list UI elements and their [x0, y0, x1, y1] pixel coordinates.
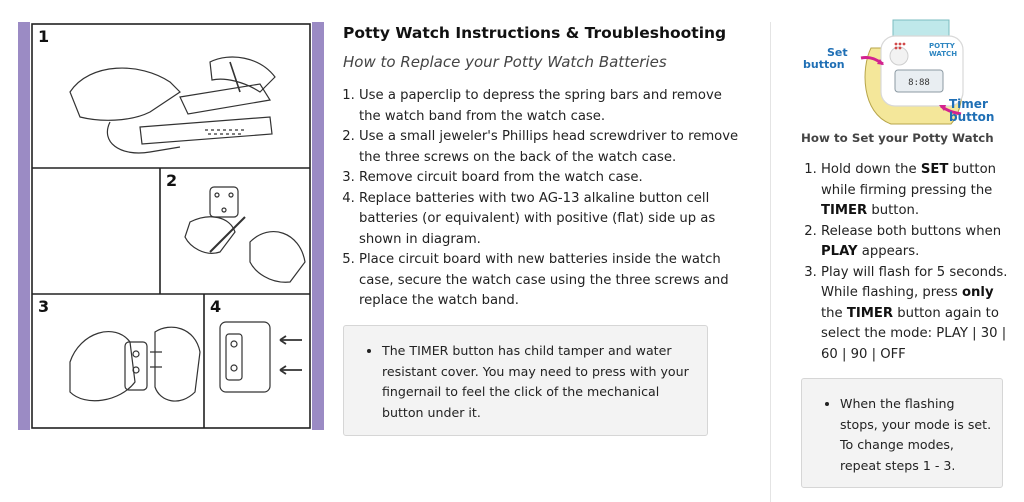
- panel-number-3: 3: [38, 297, 50, 316]
- timer-button-label: button: [949, 110, 995, 124]
- set-step-1-set: SET: [920, 162, 949, 177]
- set-step-2: [821, 222, 1011, 263]
- panel-number-2: 2: [166, 171, 178, 190]
- column-divider: [770, 22, 771, 502]
- watch-brand-line1: POTTY: [929, 42, 955, 50]
- battery-step-1: 1. Use a paperclip to depress the spring bars and remove the watch band from the watch case.: [359, 86, 743, 127]
- accent-bar-left: [18, 22, 30, 430]
- timer-note-list: [364, 341, 689, 423]
- page-subtitle: How to Replace your Potty Watch Batteries: [343, 53, 667, 71]
- timer-note: • The TIMER button has child tamper and water resistant cover. You may need to press with your fingernail to feel the click of the mechanical button under it.: [382, 341, 689, 423]
- set-step-3-timer: TIMER: [846, 305, 894, 321]
- set-watch-title: How to Set your Potty Watch: [801, 131, 994, 145]
- timer-note-box: [343, 325, 708, 436]
- set-step-1-text-a: Hold down the: [821, 162, 921, 177]
- svg-text:8:88: 8:88: [908, 78, 930, 88]
- set-step-1-text-e: button.: [867, 203, 920, 218]
- battery-step-2: 2. Use a small jeweler's Phillips head screwdriver to remove the three screws on the back of the watch case.: [359, 127, 743, 168]
- accent-bar-right: [312, 22, 324, 430]
- set-step-3-only: only: [961, 285, 994, 300]
- battery-instructions: [343, 22, 743, 312]
- panel-2-drawing: [185, 187, 305, 282]
- potty-watch-image: [801, 18, 1006, 126]
- panel-1-drawing: [70, 57, 275, 153]
- battery-step-4: 4. Replace batteries with two AG-13 alkaline button cell batteries (or equivalent) with positive (flat) side up as shown in diagram.: [359, 189, 743, 251]
- panel-number-4: 4: [210, 297, 222, 316]
- set-watch-steps-list: [805, 160, 1011, 365]
- battery-step-5: 5. Place circuit board with new batteries inside the watch case, secure the watch case using the three screws and replace the watch band.: [359, 250, 743, 312]
- panel-4-drawing: [220, 322, 302, 392]
- set-step-1: [821, 160, 1011, 222]
- page-title: Potty Watch Instructions & Troubleshooting: [343, 24, 727, 42]
- set-step-2-text-c: appears.: [857, 244, 920, 259]
- set-step-3: [821, 263, 1011, 366]
- set-step-2-play: PLAY: [821, 244, 858, 259]
- panel-3-drawing: [70, 327, 200, 401]
- panel-number-1: 1: [38, 27, 50, 46]
- set-label: Set: [827, 46, 848, 59]
- set-step-2-text-a: Release both buttons when: [821, 223, 1002, 239]
- mode-note-box: [801, 378, 1003, 488]
- set-step-3-text-e: button again to select the mode: PLAY | 30 | 60 | 90 | OFF: [821, 305, 1007, 362]
- set-step-1-text-c: button while firming pressing the: [821, 162, 997, 198]
- mode-note-list: [822, 394, 994, 476]
- mode-note: • When the flashing stops, your mode is set. To change modes, repeat steps 1 - 3.: [840, 394, 994, 476]
- set-button-label: button: [803, 58, 845, 71]
- battery-step-3: 3. Remove circuit board from the watch case.: [359, 168, 743, 189]
- battery-steps-list: [343, 86, 743, 312]
- timer-label: Timer: [949, 97, 988, 111]
- set-step-1-timer: TIMER: [821, 203, 868, 218]
- watch-brand-line2: WATCH: [929, 50, 958, 58]
- set-step-3-text-c: the: [821, 305, 847, 321]
- set-step-3-text-a: Play will flash for 5 seconds. While flashing, press: [821, 264, 1008, 300]
- battery-replacement-diagram: [30, 22, 312, 430]
